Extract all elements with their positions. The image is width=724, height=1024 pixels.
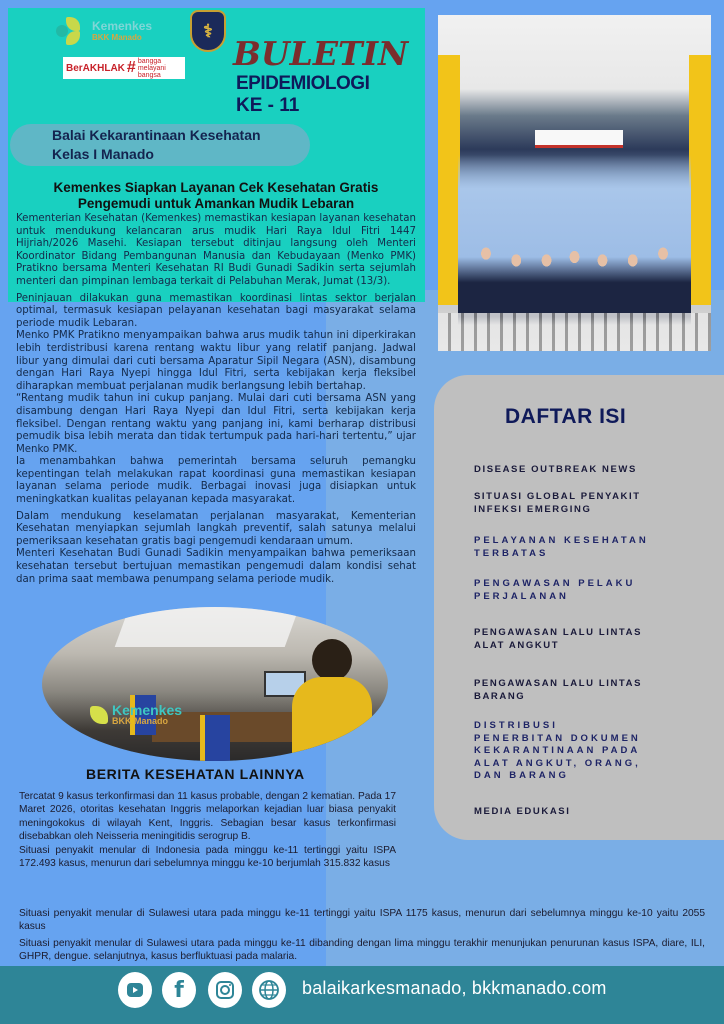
- institution-line2: Kelas I Manado: [52, 146, 154, 162]
- toc-item[interactable]: SITUASI GLOBAL PENYAKIT INFEKSI EMERGING: [474, 491, 641, 515]
- institution-line1: Balai Kekarantinaan Kesehatan: [52, 127, 261, 143]
- kemenkes-leaf-icon: [90, 706, 108, 724]
- globe-icon[interactable]: [252, 972, 286, 1008]
- bulletin-subtitle: EPIDEMIOLOGI: [236, 73, 370, 94]
- news-paragraph: Situasi penyakit menular di Sulawesi utara pada minggu ke-11 dibanding dengan lima minggu terakhir menunjukan penurunan kasus ISPA, diare, ILI, GHPR, dengue. selanjutnya, kasus berfluktuasi pada malaria.: [19, 938, 705, 963]
- toc-item[interactable]: PENGAWASAN LALU LINTAS BARANG: [474, 678, 643, 702]
- toc-item[interactable]: PENGAWASAN LALU LINTAS ALAT ANGKUT: [474, 627, 643, 651]
- photo-watermark: Kemenkes BKK Manado: [90, 703, 182, 726]
- article-body: [16, 213, 416, 586]
- institution-badge: [10, 124, 310, 166]
- quarantine-emblem-icon: ⚕: [190, 10, 226, 52]
- bulletin-title: BULETIN: [233, 34, 409, 73]
- instagram-icon[interactable]: [208, 972, 242, 1008]
- kemenkes-leaf-icon: [54, 15, 88, 47]
- team-group-photo: [438, 15, 711, 351]
- article-paragraph: “Rentang mudik tahun ini cukup panjang. Mulai dari cuti bersama ASN yang disambung dengan Hari Raya Nyepi dan Idul Fitri, serta kebijakan kerja fleksibel. Dengan rentang waktu yang panjang ini, kami berharap distribusi pemudik bisa lebih merata dan tidak tertumpuk pada hari-hari tertentu,” ujar Menko PMK.: [16, 393, 416, 455]
- logo-line1: Kemenkes: [92, 19, 153, 33]
- footer-contact[interactable]: balaikarkesmanado, bkkmanado.com: [302, 978, 607, 998]
- hashtag-icon: #: [126, 59, 136, 76]
- toc-item[interactable]: PELAYANAN KESEHATAN TERBATAS: [474, 535, 649, 559]
- article-paragraph: Peninjauan dilakukan guna memastikan koordinasi lintas sektor berjalan optimal, termasuk kesiapan pelayanan kesehatan bagi masyarakat selama periode mudik Lebaran.: [16, 292, 416, 329]
- article-paragraph: Ia menambahkan bahwa pemerintah bersama seluruh pemangku kepentingan telah melakukan rapat koordinasi guna memastikan kesiapan layanan selama periode mudik. Berbagai inovasi juga disiapkan untuk meningkatkan kualitas pelayanan kepada masyarakat.: [16, 456, 416, 506]
- youtube-icon[interactable]: [118, 972, 152, 1008]
- logo-line2: BKK Manado: [92, 33, 142, 42]
- news-paragraph: Tercatat 9 kasus terkonfirmasi dan 11 kasus probable, dengan 2 kematian. Pada 17 Maret 2026, otoritas kesehatan Inggris melaporkan kejadian luar biasa penyakit meningokokus di wilayah Kent, Inggris. Sebagian besar kasus terkonfirmasi disebabkan oleh Neisseria meningitidis serogrup B.: [19, 791, 396, 842]
- bangga-melayani-bangsa: bangga melayani bangsa: [137, 57, 166, 79]
- news-paragraph: Situasi penyakit menular di Indonesia pada minggu ke-11 tertinggi yaitu ISPA 172.493 kasus, menurun dari sebelumnya minggu ke-10 berjumlah 315.832 kasus: [19, 845, 396, 870]
- other-news-body: [19, 790, 396, 871]
- toc-item[interactable]: DISTRIBUSI PENERBITAN DOKUMEN KEKARANTINAAN PADA ALAT ANGKUT, ORANG, DAN BARANG: [474, 720, 641, 782]
- toc-item[interactable]: PENGAWASAN PELAKU PERJALANAN: [474, 578, 636, 602]
- berakhlak-logo: [63, 57, 185, 79]
- berakhlak-label: BerAKHLAK: [66, 62, 125, 74]
- other-news-title: BERITA KESEHATAN LAINNYA: [86, 766, 305, 782]
- toc-item[interactable]: MEDIA EDUKASI: [474, 806, 571, 817]
- article-paragraph: Kementerian Kesehatan (Kemenkes) memastikan kesiapan layanan kesehatan untuk mendukung kelancaran arus mudik Hari Raya Idul Fitri 1447 Hijriah/2026 Masehi. Kesiapan tersebut ditinjau langsung oleh Menteri Koordinator Bidang Pembangunan Manusia dan Kebudayaan (Menko PMK) Pratikno bersama Menteri Kesehatan RI Budi Gunadi Sadikin serta sejumlah menteri dan pimpinan lembaga terkait di Pelabuhan Merak, Jumat (13/3).: [16, 213, 416, 287]
- article-headline: Kemenkes Siapkan Layanan Cek Kesehatan Gratis Pengemudi untuk Amankan Mudik Lebaran: [53, 180, 379, 211]
- toc-item[interactable]: DISEASE OUTBREAK NEWS: [474, 464, 637, 475]
- toc-title: DAFTAR ISI: [505, 405, 627, 428]
- article-paragraph: Menteri Kesehatan Budi Gunadi Sadikin menyampaikan bahwa pemeriksaan kesehatan tersebut bertujuan memastikan pengemudi dalam kondisi sehat dan prima saat membawa penumpang selama periode mudik.: [16, 548, 416, 585]
- article-paragraph: Dalam mendukung keselamatan perjalanan masyarakat, Kementerian Kesehatan menyiapkan sejumlah langkah preventif, salah satunya melalui pemeriksaan kesehatan gratis bagi pengemudi kendaraan umum.: [16, 510, 416, 547]
- article-paragraph: Menko PMK Pratikno menyampaikan bahwa arus mudik tahun ini diperkirakan lebih terdistribusi karena rentang waktu libur yang relatif panjang. Jadwal libur yang dimulai dari cuti bersama Aparatur Sipil Negara (ASN), disambung dengan Hari Raya Nyepi hingga Idul Fitri, serta kebijakan kerja fleksibel diharapkan membuat perjalanan mudik berlangsung lebih bertahap.: [16, 330, 416, 392]
- kemenkes-logo: [54, 14, 154, 48]
- bulletin-edition: KE - 11: [236, 95, 300, 116]
- health-check-event-photo: [42, 607, 388, 761]
- news-paragraph: Situasi penyakit menular di Sulawesi utara pada minggu ke-11 tertinggi yaitu ISPA 1175 kasus, menurun dari sebelumnya minggu ke-10 yaitu 2055 kasus: [19, 908, 705, 933]
- facebook-icon[interactable]: f: [162, 972, 196, 1008]
